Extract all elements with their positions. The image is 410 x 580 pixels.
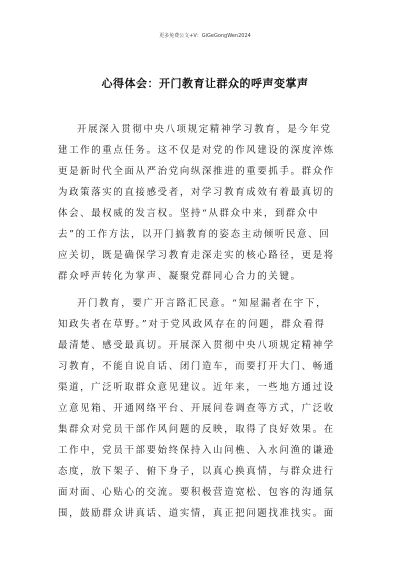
text-line: 立意见箱、开通网络平台、开展问卷调查等方式，广泛收 (58, 403, 335, 414)
text-line: 习教育，不能自说自话、闭门造车，而要打开大门、畅通 (58, 361, 335, 372)
text-line: 渠道，广泛听取群众意见建议。近年来，一些地方通过设 (58, 382, 335, 393)
header-watermark-text: 更多免费公文+V：GiGeGongWen2024 (159, 33, 251, 39)
text-line: 体会、最权威的发言权。坚持“从群众中来，到群众中 (58, 208, 320, 219)
document-title: 心得体会：开门教育让群众的呼声变掌声 (101, 77, 309, 90)
paragraph (58, 293, 353, 524)
text-line: 为政策落实的直接感受者，对学习教育成效有着最真切的 (58, 187, 335, 198)
paragraph (58, 119, 353, 287)
text-line: 面对面、心贴心的交流。要积极营造宽松、包容的沟通氛 (58, 487, 335, 498)
text-line: 应关切，既是确保学习教育走深走实的核心路径，更是将 (58, 250, 335, 261)
text-line: 围，鼓励群众讲真话、道实情，真正把问题找准找实。面 (58, 508, 335, 519)
text-line: 知政失者在草野。”对于党风政风存在的问题，群众看得 (58, 319, 326, 330)
text-line: 开门教育，要广开言路汇民意。“知屋漏者在宇下， (77, 298, 328, 309)
text-line: 开展深入贯彻中央八项规定精神学习教育，是今年党 (77, 124, 332, 135)
text-line: 最清楚、感受最真切。开展深入贯彻中央八项规定精神学 (58, 340, 335, 351)
text-line: 建工作的重点任务。这不仅是对党的作风建设的深度淬炼 (58, 145, 335, 156)
text-line: 集群众对党员干部作风问题的反映，取得了良好效果。在 (58, 424, 335, 435)
document-body (58, 119, 353, 524)
text-line: 工作中，党员干部要始终保持入山问樵、入水问渔的谦逊 (58, 445, 335, 456)
text-line: 去”的工作方法，以开门搞教育的姿态主动倾听民意、回 (58, 229, 331, 240)
text-line: 群众呼声转化为掌声、凝聚党群同心合力的关键。 (58, 271, 302, 282)
text-line: 态度，放下架子、俯下身子，以真心换真情，与群众进行 (58, 466, 335, 477)
text-line: 更是新时代全面从严治党向纵深推进的重要抓手。群众作 (58, 166, 335, 177)
